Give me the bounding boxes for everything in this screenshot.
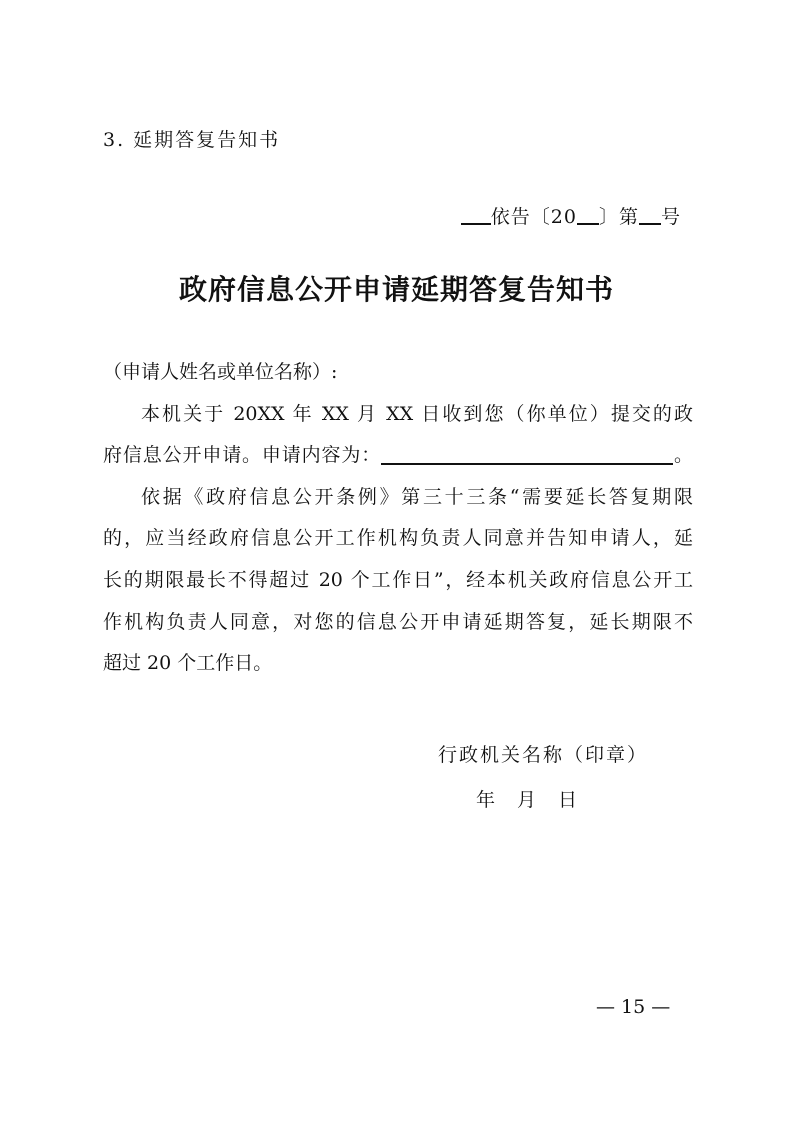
paragraph-1-line-2 bbox=[103, 435, 693, 477]
document-title: 政府信息公开申请延期答复告知书 bbox=[178, 273, 614, 306]
doc-number-blank-org[interactable] bbox=[461, 205, 491, 225]
section-heading: 3. 延期答复告知书 bbox=[103, 129, 281, 151]
request-content-label: 府信息公开申请。申请内容为： bbox=[103, 444, 382, 467]
paragraph-2-line-1: 依据《政府信息公开条例》第三十三条“需要延长答复期限 bbox=[141, 485, 693, 508]
salutation: （申请人姓名或单位名称）: bbox=[103, 361, 338, 383]
doc-number-suffix: 号 bbox=[660, 206, 681, 228]
paragraph-2-line-3: 长的期限最长不得超过 20 个工作日”，经本机关政府信息公开工 bbox=[103, 568, 693, 591]
date-month: 月 bbox=[517, 789, 537, 811]
document-number bbox=[461, 202, 681, 229]
doc-number-blank-serial[interactable] bbox=[639, 205, 661, 225]
request-content-blank[interactable] bbox=[381, 441, 673, 465]
issuing-authority-seal: 行政机关名称（印章） bbox=[438, 744, 649, 766]
document-body bbox=[103, 352, 693, 685]
paragraph-2-line-4: 作机构负责人同意，对您的信息公开申请延期答复，延长期限不 bbox=[103, 610, 693, 633]
paragraph-2-line-5: 超过 20 个工作日。 bbox=[103, 652, 273, 675]
paragraph-2-line-2: 的，应当经政府信息公开工作机构负责人同意并告知申请人，延 bbox=[103, 527, 693, 550]
paragraph-1-line-1: 本机关于 20XX 年 XX 月 XX 日收到您（你单位）提交的政 bbox=[141, 402, 693, 425]
date-year: 年 bbox=[476, 789, 496, 811]
issue-date bbox=[476, 785, 599, 812]
page-number: — 15 — bbox=[596, 996, 671, 1018]
doc-number-blank-year[interactable] bbox=[577, 205, 599, 225]
request-content-end: 。 bbox=[673, 444, 693, 467]
date-day: 日 bbox=[558, 789, 578, 811]
doc-number-middle: 依告〔20 bbox=[490, 206, 577, 228]
doc-number-end: 〕第 bbox=[598, 206, 639, 228]
